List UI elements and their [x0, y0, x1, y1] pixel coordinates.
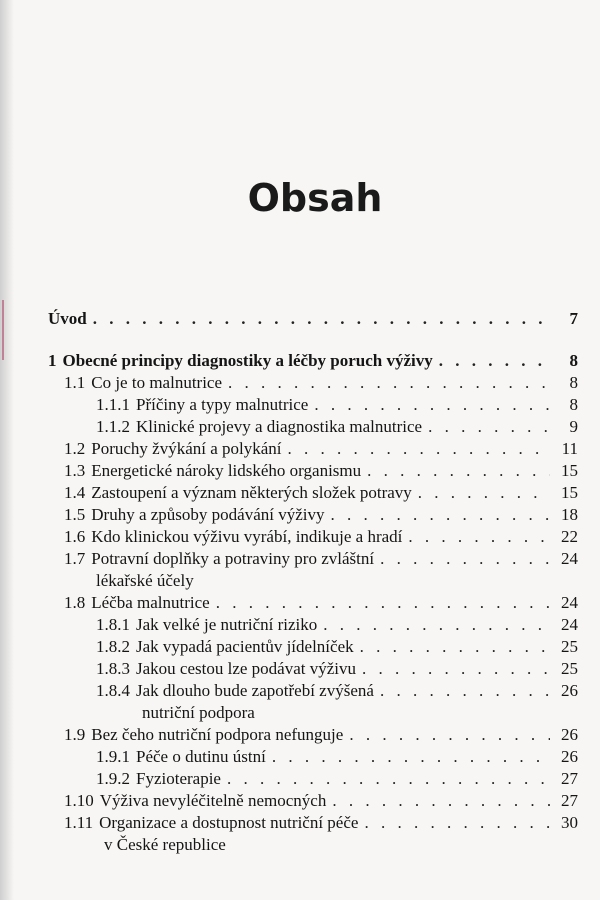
toc-entry[interactable]: [48, 592, 578, 614]
toc-entry-number: 1.5: [64, 505, 86, 524]
toc-page-number: 24: [561, 549, 578, 568]
toc-entry-number: 1.2: [64, 439, 86, 458]
dot-leader: [93, 308, 550, 330]
dot-leader: [272, 746, 550, 768]
toc-entry-number: 1.4: [64, 483, 86, 502]
toc-page-number: 8: [569, 395, 578, 414]
toc-page-number: 9: [569, 417, 578, 436]
toc-entry[interactable]: [48, 636, 578, 658]
toc-entry-label: Co je to malnutrice: [91, 373, 223, 392]
toc-entry[interactable]: [48, 438, 578, 460]
dot-leader: [349, 724, 550, 746]
dot-leader: [314, 394, 550, 416]
toc-entry-label: Druhy a způsoby podávání výživy: [91, 505, 325, 524]
toc-entry[interactable]: [48, 460, 578, 482]
toc-entry-number: 1.9: [64, 725, 86, 744]
toc-entry-label: Jakou cestou lze podávat výživu: [136, 659, 356, 678]
toc-entry-label: Fyzioterapie: [136, 769, 221, 788]
toc-entry-label: Energetické nároky lidského organismu: [91, 461, 362, 480]
toc-entry-number: 1: [48, 351, 57, 370]
toc-page-number: 25: [561, 637, 578, 656]
toc-entry-number: 1.8: [64, 593, 86, 612]
toc-entry-label: Kdo klinickou výživu vyrábí, indikuje a hradí: [91, 527, 403, 546]
toc-entry-number: 1.10: [64, 791, 94, 810]
toc-page-number: 11: [561, 439, 578, 458]
dot-leader: [364, 812, 550, 834]
toc-entry-number: 1.9.2: [96, 769, 130, 788]
toc-entry-label: Příčiny a typy malnutrice: [136, 395, 309, 414]
toc-page-number: 18: [561, 505, 578, 524]
dot-leader: [216, 592, 550, 614]
toc-entry[interactable]: [48, 416, 578, 438]
toc-entry-number: 1.3: [64, 461, 86, 480]
dot-leader: [332, 790, 550, 812]
toc-entry[interactable]: [48, 394, 578, 416]
toc-page-number: 7: [569, 309, 578, 328]
toc-entry-label-continued: lékařské účely: [96, 571, 194, 590]
page-gutter-shadow: [0, 0, 14, 900]
toc-page-number: 8: [569, 351, 578, 370]
toc-page-number: 26: [561, 725, 578, 744]
toc-entry-number: 1.1.2: [96, 417, 130, 436]
dot-leader: [380, 548, 550, 570]
toc-entry[interactable]: [48, 372, 578, 394]
toc-entry[interactable]: [48, 812, 578, 856]
toc-entry[interactable]: [48, 680, 578, 724]
toc-entry-label: Jak velké je nutriční riziko: [136, 615, 318, 634]
dot-leader: [418, 482, 550, 504]
toc-entry[interactable]: [48, 746, 578, 768]
dot-leader: [367, 460, 550, 482]
toc-entry[interactable]: [48, 308, 578, 330]
toc-page-number: 24: [561, 593, 578, 612]
toc-page-number: 27: [561, 769, 578, 788]
toc-page-number: 30: [561, 813, 578, 832]
toc-entry-number: 1.8.3: [96, 659, 130, 678]
dot-leader: [330, 504, 550, 526]
toc-entry-label-continued: v České republice: [104, 835, 226, 854]
page-title: Obsah: [247, 176, 383, 220]
toc-entry[interactable]: [48, 724, 578, 746]
dot-leader: [362, 658, 550, 680]
toc-entry[interactable]: [48, 614, 578, 636]
toc-entry-label: Jak dlouho bude zapotřebí zvýšená: [136, 681, 374, 700]
toc-entry-label: Klinické projevy a diagnostika malnutrice: [136, 417, 423, 436]
toc-entry[interactable]: [48, 548, 578, 592]
toc-entry-number: 1.11: [64, 813, 94, 832]
dot-leader: [380, 680, 550, 702]
dot-leader: [227, 768, 550, 790]
toc-entry[interactable]: [48, 504, 578, 526]
dot-leader: [439, 350, 550, 372]
toc-entry-number: 1.9.1: [96, 747, 130, 766]
toc-page-number: 22: [561, 527, 578, 546]
toc-entry-number: 1.7: [64, 549, 86, 568]
toc-page-number: 26: [561, 747, 578, 766]
toc-entry-number: 1.6: [64, 527, 86, 546]
toc-entry-label: Organizace a dostupnost nutriční péče: [99, 813, 359, 832]
toc-page-number: 25: [561, 659, 578, 678]
toc-entry[interactable]: [48, 790, 578, 812]
dot-leader: [228, 372, 550, 394]
toc-entry-label: Obecné principy diagnostiky a léčby poruch výživy: [62, 351, 433, 370]
toc-entry-label: Bez čeho nutriční podpora nefunguje: [91, 725, 344, 744]
toc-entry-label: Zastoupení a význam některých složek potravy: [91, 483, 412, 502]
dot-leader: [428, 416, 550, 438]
toc-entry[interactable]: [48, 658, 578, 680]
dot-leader: [288, 438, 550, 460]
toc-entry-label-continued: nutriční podpora: [142, 703, 255, 722]
toc-entry[interactable]: [48, 482, 578, 504]
dot-leader: [323, 614, 550, 636]
toc-entry-number: 1.1: [64, 373, 86, 392]
toc-entry-label: Léčba malnutrice: [91, 593, 210, 612]
toc-page-number: 15: [561, 483, 578, 502]
toc-entry-label: Jak vypadá pacientův jídelníček: [136, 637, 354, 656]
page-edge-mark: [2, 300, 4, 360]
toc-entry-number: 1.1.1: [96, 395, 130, 414]
toc-entry-label: Výživa nevyléčitelně nemocných: [99, 791, 327, 810]
toc-page-number: 26: [561, 681, 578, 700]
toc-entry[interactable]: [48, 768, 578, 790]
dot-leader: [360, 636, 550, 658]
toc-entry[interactable]: [48, 526, 578, 548]
toc-entry[interactable]: [48, 350, 578, 372]
toc-entry-label: Úvod: [48, 309, 87, 328]
toc-entry-number: 1.8.4: [96, 681, 130, 700]
toc-page-number: 8: [569, 373, 578, 392]
dot-leader: [408, 526, 550, 548]
toc-page-number: 15: [561, 461, 578, 480]
toc-entry-number: 1.8.1: [96, 615, 130, 634]
table-of-contents: [48, 308, 578, 856]
toc-entry-label: Poruchy žvýkání a polykání: [91, 439, 282, 458]
toc-entry-label: Potravní doplňky a potraviny pro zvláštní: [91, 549, 375, 568]
toc-entry-label: Péče o dutinu ústní: [136, 747, 266, 766]
toc-page-number: 27: [561, 791, 578, 810]
toc-entry-number: 1.8.2: [96, 637, 130, 656]
toc-page-number: 24: [561, 615, 578, 634]
